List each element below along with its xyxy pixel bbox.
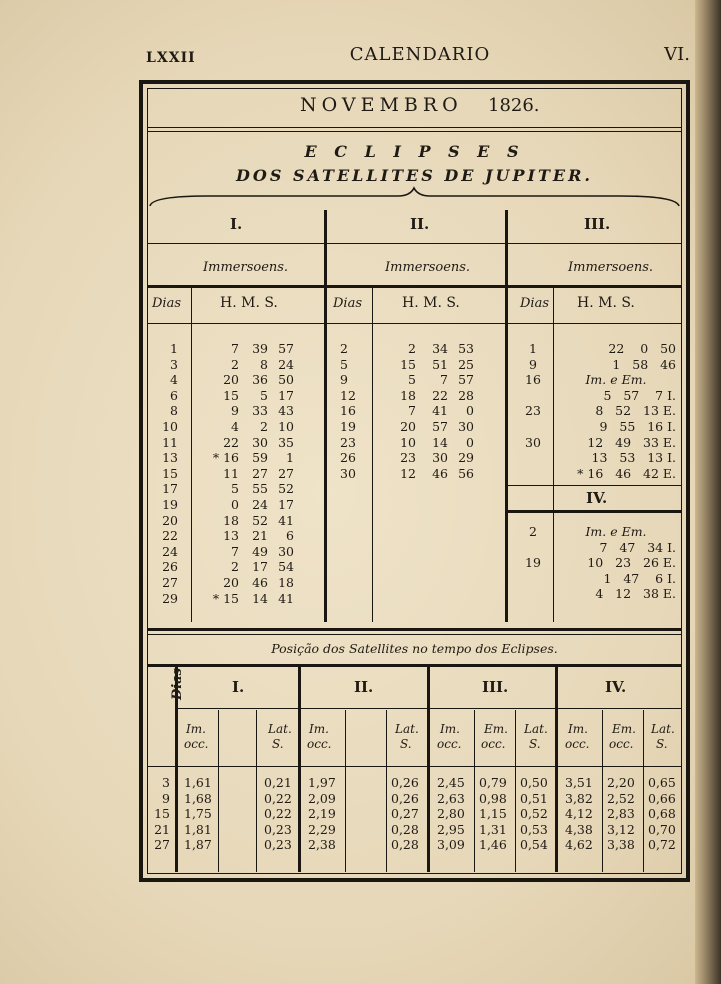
sat2-days-cell: 2 (340, 341, 348, 356)
pos-I-im-cell: 1,75 (184, 806, 212, 822)
sat2-minutes (424, 341, 448, 481)
sat-IV-header: IV. (586, 489, 608, 507)
sat2-days-cell: 30 (340, 465, 356, 481)
sat3-times-cell: 8 52 13 E. (595, 403, 676, 419)
page-number-right: VI. (664, 44, 690, 65)
pos-sat-IV: IV. (605, 678, 627, 696)
pos-IV-em-cell: 2,83 (607, 806, 635, 822)
subcol-divider (386, 710, 387, 872)
sat2-seconds-cell: 53 (458, 341, 474, 356)
hms-label: H. M. S. (577, 295, 635, 311)
sat1-hours-cell: 9 (231, 403, 239, 419)
sat4-days-cell (515, 571, 551, 587)
sat2-days-cell: 26 (340, 450, 356, 466)
sat1-seconds-cell: 57 (278, 341, 294, 356)
sat1-hours-cell: 7 (231, 341, 239, 356)
brace-ornament (148, 186, 681, 208)
sat1-minutes-cell: 14 (252, 590, 268, 606)
pos-III-lat-cell: 0,54 (520, 837, 548, 853)
lat-label: Lat. (268, 722, 292, 736)
pos-IV-im (565, 775, 599, 853)
sat1-seconds-cell: 41 (278, 512, 294, 528)
sat1-seconds-cell: 17 (278, 387, 294, 403)
pos-III-em (479, 775, 513, 853)
sat1-days-cell: 3 (170, 356, 178, 372)
sat3-times-cell: 1 58 46 (612, 356, 676, 372)
sat4-times-cell: 4 12 38 E. (595, 586, 676, 602)
sat1-days-cell: 11 (162, 434, 178, 450)
sat4-days-cell: 2 (529, 524, 537, 539)
sat3-days-cell: 16 (525, 372, 541, 388)
pos-sat-II: II. (354, 678, 374, 696)
pos-I-im-cell: 1,61 (184, 775, 212, 790)
sat1-minutes-cell: 21 (252, 528, 268, 544)
rule (148, 127, 681, 128)
sat1-seconds-cell: 35 (278, 434, 294, 450)
sat2-hours-cell: 18 (400, 387, 416, 403)
rule (148, 243, 681, 244)
pos-III-im (437, 775, 471, 853)
pos-II-lat-cell: 0,26 (391, 775, 419, 790)
sat2-minutes-cell: 57 (432, 418, 448, 434)
immersions-label: Immersoens. (203, 260, 289, 275)
sat1-seconds-cell: 43 (278, 403, 294, 419)
em-occ-label: Em. (484, 722, 508, 736)
sat3-times-cell: * 16 46 42 E. (577, 465, 676, 481)
sat1-days-cell: 13 (162, 450, 178, 466)
im-occ-label: Im. (309, 722, 329, 736)
subcol-divider (345, 710, 346, 872)
pos-II-im-cell: 2,38 (308, 837, 336, 853)
pos-days-cell: 9 (162, 790, 170, 806)
sat1-hours-cell: 20 (223, 574, 239, 590)
sat2-days (340, 341, 368, 481)
sat2-seconds-cell: 0 (466, 434, 474, 450)
sat1-days-cell: 29 (162, 590, 178, 606)
sat3-days-cell (515, 466, 551, 482)
pos-III-im-cell: 3,09 (437, 837, 465, 853)
im-occ-label: occ. (565, 737, 590, 751)
days-divider (553, 288, 554, 622)
immersions-label: Immersoens. (385, 260, 471, 275)
pos-III-em-cell: 0,79 (479, 775, 507, 790)
sat1-seconds-cell: 27 (278, 465, 294, 481)
sat2-days-cell: 16 (340, 403, 356, 419)
satellites-heading: DOS SATELLITES DE JUPITER. (236, 166, 593, 185)
pos-II-im-cell: 1,97 (308, 775, 336, 790)
pos-IV-lat-cell: 0,70 (648, 821, 676, 837)
month-name: NOVEMBRO (300, 94, 463, 116)
pos-IV-em (607, 775, 641, 853)
sat3-days-cell: 30 (525, 434, 541, 450)
pos-III-em-cell: 1,46 (479, 837, 507, 853)
pos-IV-im-cell: 4,62 (565, 837, 593, 853)
pos-II-lat-cell: 0,26 (391, 790, 419, 806)
sat1-hours-cell: * 16 (212, 450, 239, 466)
sat1-minutes-cell: 5 (260, 387, 268, 403)
pos-III-lat-cell: 0,51 (520, 790, 548, 806)
sat1-hours-cell: 4 (231, 418, 239, 434)
sat3-times-cell: 22 0 50 (608, 341, 676, 356)
sat3-times-cell: 13 53 13 I. (591, 450, 676, 466)
sat1-minutes-cell: 52 (252, 512, 268, 528)
sat3-days-cell: 9 (529, 356, 537, 372)
sat1-days-cell: 17 (162, 481, 178, 497)
pos-IV-lat-cell: 0,68 (648, 806, 676, 822)
sat2-seconds-cell: 30 (458, 418, 474, 434)
col-divider (298, 666, 301, 872)
pos-days-cell: 21 (154, 821, 170, 837)
sat2-days-cell: 23 (340, 434, 356, 450)
pos-II-im-cell: 2,19 (308, 806, 336, 822)
sat1-hours-cell: 0 (231, 496, 239, 512)
col-divider (324, 210, 327, 622)
pos-II-lat-cell: 0,28 (391, 821, 419, 837)
pos-days-cell: 15 (154, 806, 170, 822)
pos-III-im-cell: 2,95 (437, 821, 465, 837)
pos-II-lat (391, 775, 425, 853)
sat2-hours-cell: 2 (408, 341, 416, 356)
pos-IV-im-cell: 4,38 (565, 821, 593, 837)
sat2-seconds-cell: 25 (458, 356, 474, 372)
sat2-hours-cell: 12 (400, 465, 416, 481)
lat-label: S. (529, 737, 541, 751)
pos-I-lat-cell: 0,23 (264, 821, 292, 837)
sat1-hours-cell: 15 (223, 387, 239, 403)
eclipses-heading: E C L I P S E S (304, 142, 525, 161)
pos-I-lat (264, 775, 298, 853)
sat2-hours (388, 341, 416, 481)
pos-I-lat-cell: 0,21 (264, 775, 292, 790)
immersions-label: Immersoens. (568, 260, 654, 275)
sat1-days-cell: 20 (162, 512, 178, 528)
sat2-seconds-cell: 29 (458, 450, 474, 466)
rule (148, 634, 681, 635)
sat1-days-cell: 4 (170, 372, 178, 388)
pos-I-im-cell: 1,81 (184, 821, 212, 837)
sat1-hours-cell: * 15 (212, 590, 239, 606)
pos-sat-III: III. (482, 678, 509, 696)
pos-II-lat-cell: 0,28 (391, 837, 419, 853)
sat1-days-cell: 19 (162, 496, 178, 512)
sat-III-header: III. (584, 215, 611, 233)
year: 1826. (488, 95, 540, 116)
pos-III-lat (520, 775, 554, 853)
sat4-times-cell: Im. e Em. (585, 524, 647, 539)
pos-IV-im-cell: 3,51 (565, 775, 593, 790)
sat2-days-cell: 5 (340, 356, 348, 372)
sat2-minutes-cell: 34 (432, 341, 448, 356)
em-occ-label: occ. (609, 737, 634, 751)
col-divider (427, 666, 430, 872)
rule (508, 510, 681, 513)
sat1-hours-cell: 2 (231, 559, 239, 575)
hms-label: H. M. S. (402, 295, 460, 311)
pos-days-cell: 3 (162, 775, 170, 790)
sat2-minutes-cell: 7 (440, 372, 448, 388)
sat1-minutes-cell: 59 (252, 450, 268, 466)
sat2-seconds-cell: 0 (466, 403, 474, 419)
sat2-minutes-cell: 22 (432, 387, 448, 403)
lat-label: S. (272, 737, 284, 751)
pos-I-im (184, 775, 218, 853)
sat2-seconds-cell: 56 (458, 465, 474, 481)
sat2-hours-cell: 7 (408, 403, 416, 419)
subcol-divider (643, 710, 644, 872)
sat-II-header: II. (410, 215, 430, 233)
pos-III-im-cell: 2,63 (437, 790, 465, 806)
sat1-hours-cell: 18 (223, 512, 239, 528)
im-occ-label: Im. (440, 722, 460, 736)
sat1-hours-cell: 7 (231, 543, 239, 559)
rule (148, 131, 681, 132)
sat3-days-cell (515, 419, 551, 435)
sat1-days-cell: 10 (162, 418, 178, 434)
sat1-seconds (272, 341, 294, 606)
sat2-minutes-cell: 30 (432, 450, 448, 466)
sat2-seconds (452, 341, 474, 481)
sat1-seconds-cell: 41 (278, 590, 294, 606)
sat1-minutes-cell: 27 (252, 465, 268, 481)
sat3-days-cell (515, 388, 551, 404)
sat4-times-cell: 1 47 6 I. (603, 570, 676, 586)
sat2-seconds-cell: 28 (458, 387, 474, 403)
pos-days (150, 775, 170, 853)
pos-I-lat-cell: 0,23 (264, 837, 292, 853)
sat4-days-cell (515, 540, 551, 556)
im-occ-label: Im. (568, 722, 588, 736)
sat1-days-cell: 27 (162, 574, 178, 590)
sat1-minutes-cell: 55 (252, 481, 268, 497)
sat1-days-cell: 6 (170, 387, 178, 403)
lat-label: S. (400, 737, 412, 751)
rule (148, 285, 681, 288)
sat1-days (150, 341, 178, 606)
sat4-times-cell: 10 23 26 E. (587, 555, 676, 571)
sat3-times-cell: 12 49 33 E. (587, 434, 676, 450)
pos-II-lat-cell: 0,27 (391, 806, 419, 822)
sat1-seconds-cell: 54 (278, 559, 294, 575)
subcol-divider (218, 710, 219, 872)
pos-III-lat-cell: 0,52 (520, 806, 548, 822)
sat-I-header: I. (230, 215, 243, 233)
sat4-days-cell: 19 (525, 555, 541, 571)
sat3-days-cell: 23 (525, 403, 541, 419)
rule (148, 664, 681, 667)
sat3-times-cell: 5 57 7 I. (603, 387, 676, 403)
pos-IV-lat-cell: 0,65 (648, 775, 676, 790)
sat1-days-cell: 8 (170, 403, 178, 419)
sat3-times (556, 341, 676, 481)
pos-II-im-cell: 2,09 (308, 790, 336, 806)
pos-IV-lat-cell: 0,66 (648, 790, 676, 806)
sat2-days-cell: 19 (340, 418, 356, 434)
pos-I-im-cell: 1,87 (184, 837, 212, 853)
sat2-seconds-cell: 57 (458, 372, 474, 388)
page-number-left: LXXII (146, 50, 196, 66)
sat2-hours-cell: 20 (400, 418, 416, 434)
dias-label: Dias (520, 296, 550, 311)
sat1-hours-cell: 5 (231, 481, 239, 497)
sat2-hours-cell: 15 (400, 356, 416, 372)
sat1-days-cell: 26 (162, 559, 178, 575)
sat2-minutes-cell: 14 (432, 434, 448, 450)
sat2-hours-cell: 5 (408, 372, 416, 388)
em-occ-label: occ. (481, 737, 506, 751)
sat1-seconds-cell: 50 (278, 372, 294, 388)
pos-IV-em-cell: 3,12 (607, 821, 635, 837)
pos-III-em-cell: 1,31 (479, 821, 507, 837)
pos-days-cell: 27 (154, 837, 170, 853)
pos-III-lat-cell: 0,53 (520, 821, 548, 837)
subcol-divider (602, 710, 603, 872)
sat1-hours-cell: 11 (223, 465, 239, 481)
pos-III-im-cell: 2,45 (437, 775, 465, 790)
rule (178, 708, 681, 709)
sat1-seconds-cell: 6 (286, 528, 294, 544)
pos-III-lat-cell: 0,50 (520, 775, 548, 790)
sat1-seconds-cell: 52 (278, 481, 294, 497)
pos-IV-em-cell: 2,52 (607, 790, 635, 806)
sat1-hours-cell: 13 (223, 528, 239, 544)
sat1-minutes-cell: 17 (252, 559, 268, 575)
subcol-divider (256, 710, 257, 872)
subcol-divider (515, 710, 516, 872)
dias-vertical-label: Dias. (170, 663, 185, 700)
sat1-minutes-cell: 8 (260, 356, 268, 372)
book-gutter (695, 0, 721, 984)
sat1-minutes-cell: 39 (252, 341, 268, 356)
pos-sat-I: I. (232, 678, 245, 696)
pos-IV-im-cell: 4,12 (565, 806, 593, 822)
sat1-minutes-cell: 24 (252, 496, 268, 512)
lat-label: Lat. (524, 722, 548, 736)
sat1-days-cell: 15 (162, 465, 178, 481)
dias-label: Dias (333, 296, 363, 311)
pos-III-em-cell: 1,15 (479, 806, 507, 822)
em-occ-label: Em. (612, 722, 636, 736)
rule (148, 628, 681, 631)
sat4-days-cell (515, 586, 551, 602)
running-title: CALENDARIO (349, 44, 491, 65)
pos-IV-em-cell: 3,38 (607, 837, 635, 853)
subcol-divider (474, 710, 475, 872)
pos-IV-im-cell: 3,82 (565, 790, 593, 806)
sat2-minutes-cell: 46 (432, 465, 448, 481)
sat2-minutes-cell: 41 (432, 403, 448, 419)
sat2-hours-cell: 10 (400, 434, 416, 450)
sat4-times (556, 524, 676, 602)
sat3-times-cell: 9 55 16 I. (599, 418, 676, 434)
pos-I-lat-cell: 0,22 (264, 806, 292, 822)
pos-I-im-cell: 1,68 (184, 790, 212, 806)
sat1-seconds-cell: 10 (278, 418, 294, 434)
pos-III-em-cell: 0,98 (479, 790, 507, 806)
sat1-days-cell: 1 (170, 341, 178, 356)
sat1-hours-cell: 22 (223, 434, 239, 450)
im-occ-label: occ. (184, 737, 209, 751)
im-occ-label: occ. (307, 737, 332, 751)
sat1-minutes (244, 341, 268, 606)
sat1-minutes-cell: 30 (252, 434, 268, 450)
pos-II-im-cell: 2,29 (308, 821, 336, 837)
rule (508, 485, 681, 486)
pos-IV-lat (648, 775, 680, 853)
col-divider (555, 666, 558, 872)
pos-IV-em-cell: 2,20 (607, 775, 635, 790)
sat1-minutes-cell: 36 (252, 372, 268, 388)
sat3-days-cell: 1 (529, 341, 537, 356)
sat3-days-cell (515, 450, 551, 466)
pos-IV-lat-cell: 0,72 (648, 837, 676, 853)
sat3-days (515, 341, 551, 481)
im-occ-label: Im. (186, 722, 206, 736)
sat1-seconds-cell: 30 (278, 543, 294, 559)
sat1-minutes-cell: 33 (252, 403, 268, 419)
sat1-hours-cell: 20 (223, 372, 239, 388)
dias-label: Dias (152, 296, 182, 311)
sat3-times-cell: Im. e Em. (585, 372, 647, 388)
sat2-days-cell: 9 (340, 372, 348, 388)
col-divider (505, 210, 508, 622)
sat2-minutes-cell: 51 (432, 356, 448, 372)
hms-label: H. M. S. (220, 295, 278, 311)
sat1-hours (205, 341, 239, 606)
pos-II-im (308, 775, 342, 853)
position-title: Posição dos Satellites no tempo dos Eclipses. (271, 641, 558, 656)
sat1-seconds-cell: 24 (278, 356, 294, 372)
sat1-days-cell: 24 (162, 543, 178, 559)
lat-label: S. (656, 737, 668, 751)
sat1-days-cell: 22 (162, 528, 178, 544)
sat1-minutes-cell: 2 (260, 418, 268, 434)
sat4-days (515, 524, 551, 602)
sat1-seconds-cell: 18 (278, 574, 294, 590)
days-divider (191, 288, 192, 622)
days-divider (372, 288, 373, 622)
sat1-seconds-cell: 17 (278, 496, 294, 512)
sat1-seconds-cell: 1 (286, 450, 294, 466)
im-occ-label: occ. (437, 737, 462, 751)
pos-III-im-cell: 2,80 (437, 806, 465, 822)
pos-I-lat-cell: 0,22 (264, 790, 292, 806)
sat1-hours-cell: 2 (231, 356, 239, 372)
sat2-days-cell: 12 (340, 387, 356, 403)
sat2-hours-cell: 23 (400, 450, 416, 466)
sat1-minutes-cell: 46 (252, 574, 268, 590)
lat-label: Lat. (651, 722, 675, 736)
rule (148, 323, 681, 324)
sat1-minutes-cell: 49 (252, 543, 268, 559)
lat-label: Lat. (395, 722, 419, 736)
sat4-times-cell: 7 47 34 I. (599, 539, 676, 555)
